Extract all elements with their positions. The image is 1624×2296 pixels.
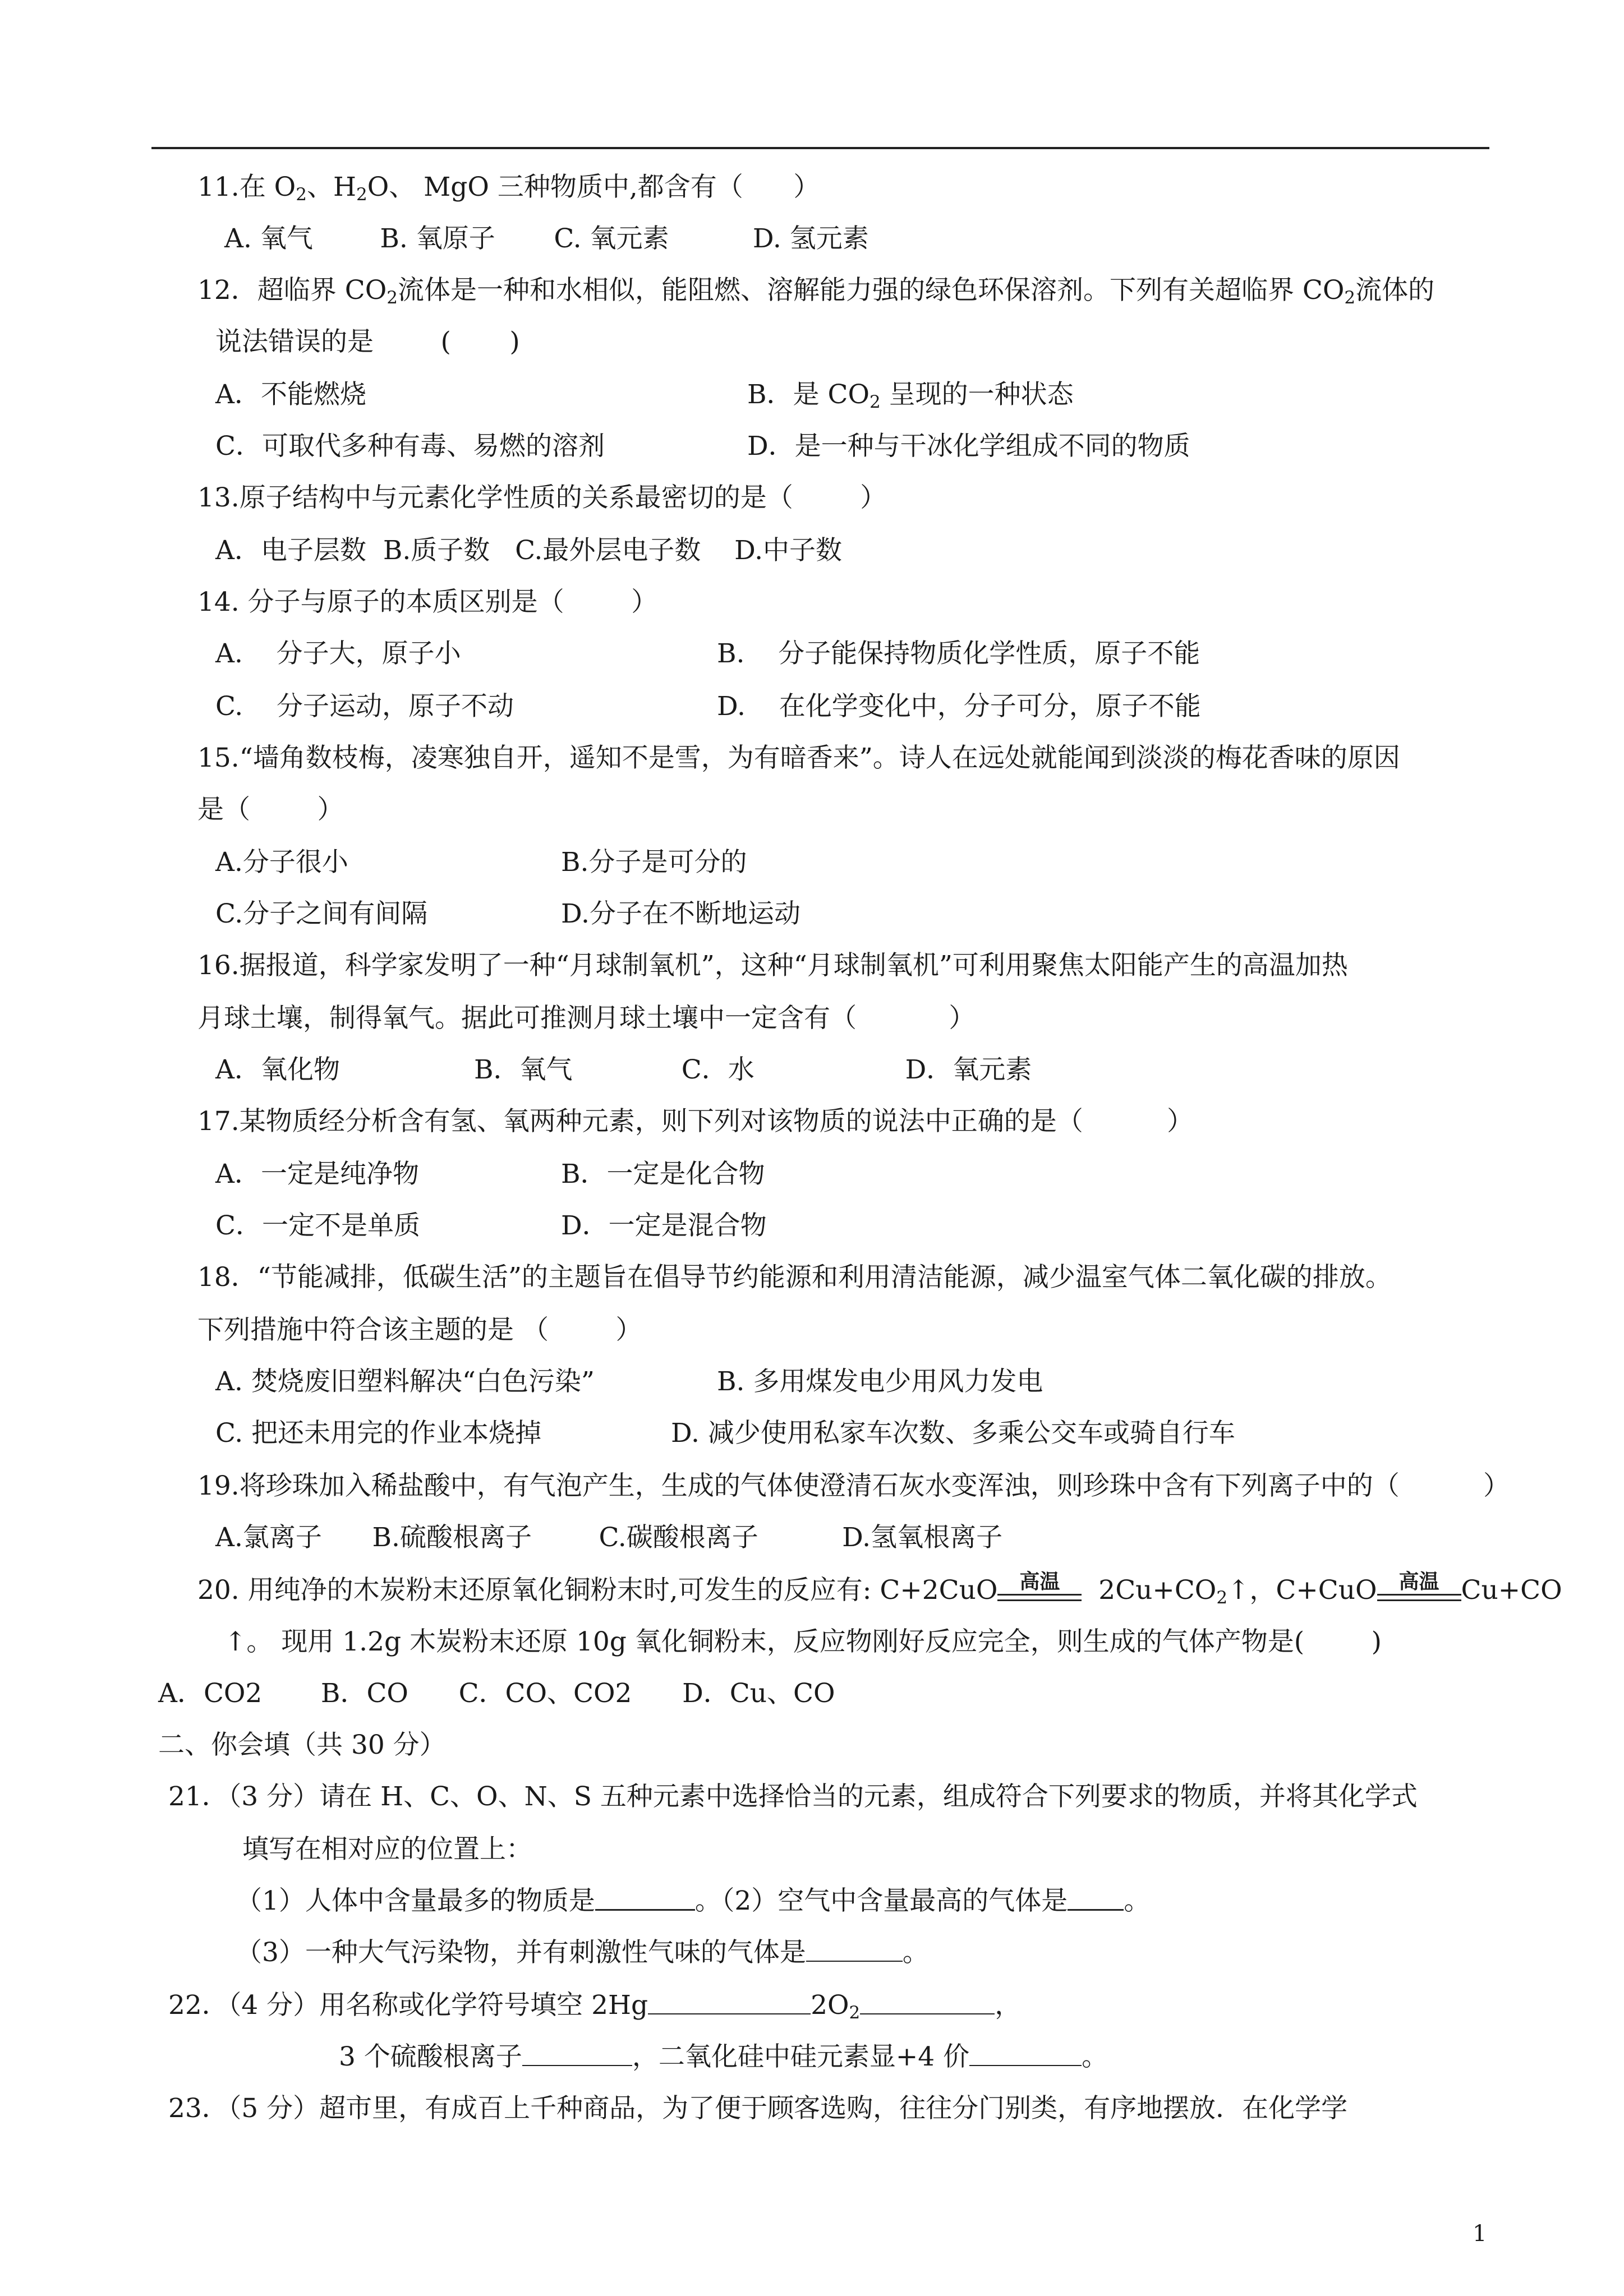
q17-option-a: A．一定是纯净物 bbox=[215, 1159, 419, 1190]
q18-option-b: B. 多用煤发电少用风力发电 bbox=[717, 1366, 1043, 1397]
q14-option-d: D. 在化学变化中，分子可分，原子不能 bbox=[717, 691, 1201, 722]
q12-option-a: A．不能燃烧 bbox=[215, 379, 366, 410]
q17-option-c: C．一定不是单质 bbox=[215, 1210, 420, 1241]
reaction-condition-2: 高温 bbox=[1377, 1574, 1461, 1607]
q20-options: A．CO2 B．CO C．CO、CO2 D．Cu、CO bbox=[158, 1678, 835, 1709]
q15-stem-2: 是（ ） bbox=[197, 794, 344, 825]
q18-stem-2: 下列措施中符合该主题的是 （ ） bbox=[197, 1315, 642, 1345]
q22-stem: 22．（4 分）用名称或化学符号填空 2Hg $2O_2$ ， bbox=[168, 1990, 1022, 2023]
q14-option-c: C. 分子运动，原子不动 bbox=[215, 691, 514, 722]
q22-line-2: 3 个硫酸根离子 ，二氧化硅中硅元素显+4 价 。 bbox=[339, 2041, 1108, 2072]
q13-stem: 13.原子结构中与元素化学性质的关系最密切的是（ ） bbox=[197, 482, 887, 513]
q23-stem: 23．（5 分）超市里，有成百上千种商品，为了便于顾客选购，往往分门别类，有序地摆放．在化学学 bbox=[168, 2093, 1348, 2124]
q19-stem: 19.将珍珠加入稀盐酸中，有气泡产生，生成的气体使澄清石灰水变浑浊，则珍珠中含有下列离子中的（ ） bbox=[197, 1470, 1510, 1501]
page-number: 1 bbox=[1473, 2221, 1487, 2247]
q16-stem: 16.据报道，科学家发明了一种“月球制氧机”，这种“月球制氧机”可利用聚焦太阳能产生的高温加热 bbox=[197, 950, 1348, 981]
q21-stem-2: 填写在相对应的位置上： bbox=[242, 1834, 532, 1865]
answer-blank[interactable] bbox=[860, 1989, 995, 2014]
q14-option-b: B. 分子能保持物质化学性质，原子不能 bbox=[717, 638, 1200, 669]
q11-stem: 11.在 $O_2$、$H_2O$、 MgO 三种物质中,都含有（ ） bbox=[197, 172, 820, 205]
q18-stem: 18．“节能减排，低碳生活”的主题旨在倡导节约能源和利用清洁能源，减少温室气体二氧化碳的排放。 bbox=[197, 1262, 1392, 1293]
q17-option-d: D．一定是混合物 bbox=[561, 1210, 767, 1241]
q12-option-d: D．是一种与干冰化学组成不同的物质 bbox=[747, 431, 1190, 462]
q18-option-a: A. 焚烧废旧塑料解决“白色污染” bbox=[215, 1366, 595, 1397]
q15-option-c: C.分子之间有间隔 bbox=[215, 898, 428, 929]
q14-stem: 14. 分子与原子的本质区别是（ ） bbox=[197, 587, 658, 617]
q20-stem: 20. 用纯净的木炭粉末还原氧化铜粉末时,可发生的反应有: C+2CuO 高温 $2Cu+CO_2↑$，C+CuO 高温 Cu+CO bbox=[197, 1570, 1562, 1608]
q14-option-a: A. 分子大，原子小 bbox=[215, 638, 461, 669]
q16-stem-2: 月球土壤，制得氧气。据此可推测月球土壤中一定含有（ ） bbox=[197, 1003, 976, 1034]
q12-option-c: C．可取代多种有毒、易燃的溶剂 bbox=[215, 431, 605, 462]
q17-stem: 17.某物质经分析含有氢、氧两种元素，则下列对该物质的说法中正确的是（ ） bbox=[197, 1106, 1194, 1137]
q18-option-d: D. 减少使用私家车次数、多乘公交车或骑自行车 bbox=[671, 1418, 1235, 1449]
q12-option-b: B．是 $CO_2$ 呈现的一种状态 bbox=[747, 379, 1074, 412]
q21-part-3: （3）一种大气污染物，并有刺激性气味的气体是 。 bbox=[236, 1937, 929, 1968]
q11-options: A. 氧气 B. 氧原子 C. 氧元素 D. 氢元素 bbox=[224, 223, 869, 254]
q16-options: A．氧化物 B．氧气 C．水 D．氧元素 bbox=[215, 1054, 1032, 1085]
q19-options: A.氯离子 B.硫酸根离子 C.碳酸根离子 D.氢氧根离子 bbox=[215, 1522, 1003, 1553]
section-title: 二、你会填（共 30 分） bbox=[158, 1730, 446, 1760]
answer-blank[interactable] bbox=[595, 1884, 695, 1911]
q18-option-c: C. 把还未用完的作业本烧掉 bbox=[215, 1418, 542, 1449]
q15-option-d: D.分子在不断地运动 bbox=[561, 898, 801, 929]
q15-stem: 15.“墙角数枝梅，凌寒独自开，遥知不是雪，为有暗香来”。诗人在远处就能闻到淡淡的梅花香味的原因 bbox=[197, 743, 1400, 773]
answer-blank[interactable] bbox=[806, 1936, 903, 1962]
reaction-condition-1: 高温 bbox=[997, 1574, 1082, 1607]
q12-stem-2: 说法错误的是 ( ) bbox=[215, 326, 520, 357]
q21-stem: 21．（3 分）请在 H、C、O、N、S 五种元素中选择恰当的元素，组成符合下列要求的物质，并将其化学式 bbox=[168, 1781, 1418, 1812]
q20-stem-2: ↑。 现用 1.2g 木炭粉末还原 10g 氧化铜粉末，反应物刚好反应完全，则生成的气体产物是( ) bbox=[224, 1626, 1382, 1657]
header-rule bbox=[151, 147, 1489, 149]
q15-option-a: A.分子很小 bbox=[215, 847, 348, 878]
q13-options: A．电子层数 B.质子数 C.最外层电子数 D.中子数 bbox=[215, 535, 843, 566]
q17-option-b: B．一定是化合物 bbox=[561, 1159, 765, 1190]
q15-option-b: B.分子是可分的 bbox=[561, 847, 747, 878]
answer-blank[interactable] bbox=[648, 1989, 811, 2014]
answer-blank[interactable] bbox=[522, 2040, 632, 2066]
answer-blank[interactable] bbox=[1068, 1884, 1124, 1911]
answer-blank[interactable] bbox=[969, 2040, 1082, 2066]
q12-stem: 12．超临界 $CO_2$流体是一种和水相似，能阻燃、溶解能力强的绿色环保溶剂。下列有关超临界 $CO_2$流体的 bbox=[197, 275, 1435, 308]
q21-part-1: （1）人体中含量最多的物质是 。（2）空气中含量最高的气体是 。 bbox=[236, 1885, 1151, 1916]
